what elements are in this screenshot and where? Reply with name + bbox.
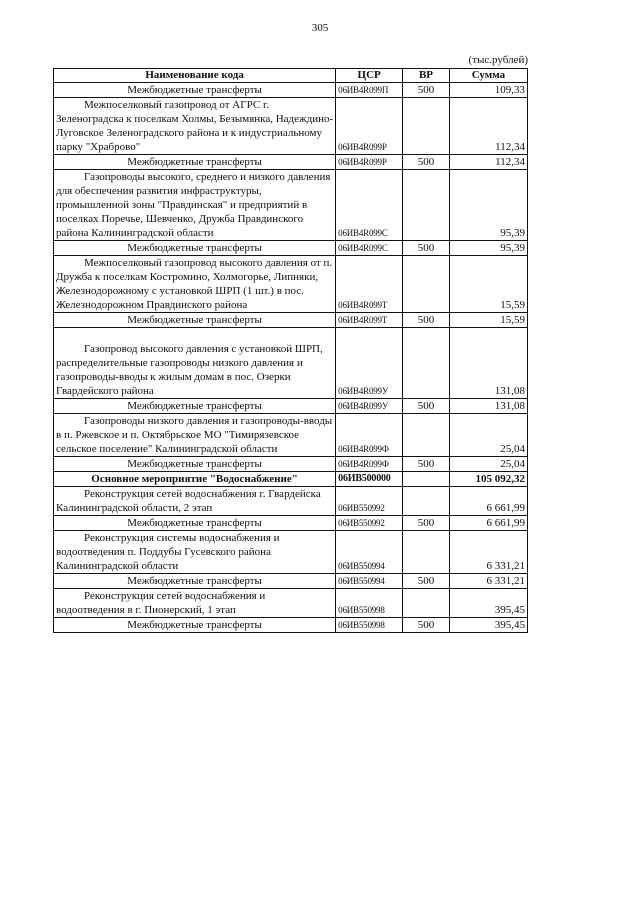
row-sum: 15,59 [449,256,527,313]
page-number: 305 [311,22,329,34]
row-vr: 500 [403,574,450,589]
row-csr: 06ИВ4R099Ф [336,457,403,472]
row-csr: 06ИВ4R099С [336,170,403,241]
row-sum: 131,08 [449,399,527,414]
column-header-sum: Сумма [449,69,527,83]
table-row [54,241,528,256]
row-name: Реконструкция системы водоснабжения и водоотведения п. Поддубы Гусевского района Калининградской области [54,531,336,574]
row-sum: 15,59 [449,313,527,328]
row-name: Реконструкция сетей водоснабжения и водоотведения в г. Пионерский, 1 этап [54,589,336,618]
row-csr: 06ИВ550992 [336,487,403,516]
row-csr: 06ИВ4R099Т [336,256,403,313]
row-name: Основное мероприятие "Водоснабжение" [54,472,336,487]
column-header-name: Наименование кода [54,69,336,83]
row-csr: 06ИВ4R099Т [336,313,403,328]
table-row [54,574,528,589]
row-csr: 06ИВ550994 [336,574,403,589]
row-name: Реконструкция сетей водоснабжения г. Гвардейска Калининградской области, 2 этап [54,487,336,516]
row-vr [403,98,450,155]
row-sum: 25,04 [449,457,527,472]
row-name: Межбюджетные трансферты [54,618,336,633]
row-vr: 500 [403,155,450,170]
table-row [54,328,528,399]
row-vr [403,531,450,574]
table-row [54,399,528,414]
row-vr [403,170,450,241]
row-sum: 6 661,99 [449,516,527,531]
row-sum: 6 331,21 [449,574,527,589]
table-row [54,618,528,633]
row-name: Межбюджетные трансферты [54,313,336,328]
column-header-vr: ВР [403,69,450,83]
row-sum: 112,34 [449,98,527,155]
row-name: Газопровод высокого давления с установкой ШРП, распределительные газопроводы низкого давления и газопроводы-вводы к жилым домам в пос. Озерки Гвардейского района [54,328,336,399]
table-row [54,487,528,516]
row-csr: 06ИВ500000 [336,472,403,487]
row-vr: 500 [403,313,450,328]
row-csr: 06ИВ550992 [336,516,403,531]
row-vr [403,472,450,487]
table-row [54,589,528,618]
table-row [54,472,528,487]
row-csr: 06ИВ550998 [336,618,403,633]
row-sum: 395,45 [449,618,527,633]
row-vr: 500 [403,516,450,531]
row-csr: 06ИВ4R099Р [336,155,403,170]
table-row [54,98,528,155]
row-vr: 500 [403,241,450,256]
row-sum: 131,08 [449,328,527,399]
row-vr: 500 [403,457,450,472]
row-name: Межбюджетные трансферты [54,399,336,414]
row-sum: 395,45 [449,589,527,618]
table-row [54,313,528,328]
table-row [54,516,528,531]
row-name: Межбюджетные трансферты [54,83,336,98]
table-row [54,457,528,472]
table-row [54,531,528,574]
table-row [54,155,528,170]
row-name: Межбюджетные трансферты [54,574,336,589]
row-sum: 112,34 [449,155,527,170]
row-sum: 6 331,21 [449,531,527,574]
row-csr: 06ИВ4R099П [336,83,403,98]
row-name: Газопроводы высокого, среднего и низкого давления для обеспечения развития инфраструктуры, промышленной зоны "Правдинская" и предприятий в поселках Поречье, Шевченко, Дружба Правдинского района Калининградской области [54,170,336,241]
units-label: (тыс.рублей) [468,54,528,66]
row-sum: 105 092,32 [449,472,527,487]
row-name: Межбюджетные трансферты [54,155,336,170]
row-sum: 95,39 [449,170,527,241]
row-name: Межбюджетные трансферты [54,457,336,472]
row-name: Межбюджетные трансферты [54,241,336,256]
row-csr: 06ИВ4R099У [336,399,403,414]
row-vr: 500 [403,618,450,633]
row-csr: 06ИВ550994 [336,531,403,574]
row-csr: 06ИВ4R099Р [336,98,403,155]
row-sum: 6 661,99 [449,487,527,516]
row-vr [403,328,450,399]
row-vr [403,589,450,618]
row-vr [403,487,450,516]
row-csr: 06ИВ4R099С [336,241,403,256]
row-csr: 06ИВ4R099Ф [336,414,403,457]
row-vr [403,256,450,313]
row-vr: 500 [403,83,450,98]
row-vr [403,414,450,457]
column-header-csr: ЦСР [336,69,403,83]
table-header-row [54,69,528,83]
row-sum: 25,04 [449,414,527,457]
row-csr: 06ИВ550998 [336,589,403,618]
row-name: Межпоселковый газопровод от АГРС г. Зеленоградска к поселкам Холмы, Безымянка, Надеждино-Луговское Зеленоградского района и к индустриальному парку "Храброво" [54,98,336,155]
table-row [54,170,528,241]
table-row [54,83,528,98]
table-row [54,414,528,457]
row-name: Газопроводы низкого давления и газопроводы-вводы в п. Ржевское и п. Октябрьское МО "Тимирязевское сельское поселение" Калининградской области [54,414,336,457]
row-csr: 06ИВ4R099У [336,328,403,399]
row-sum: 109,33 [449,83,527,98]
row-name: Межбюджетные трансферты [54,516,336,531]
row-name: Межпоселковый газопровод высокого давления от п. Дружба к поселкам Костромино, Холмогорье, Липняки, Железнодорожному с установкой ШРП (1 шт.) в пос. Железнодорожном Правдинского района [54,256,336,313]
row-vr: 500 [403,399,450,414]
table-row [54,256,528,313]
budget-table [53,68,528,633]
row-sum: 95,39 [449,241,527,256]
